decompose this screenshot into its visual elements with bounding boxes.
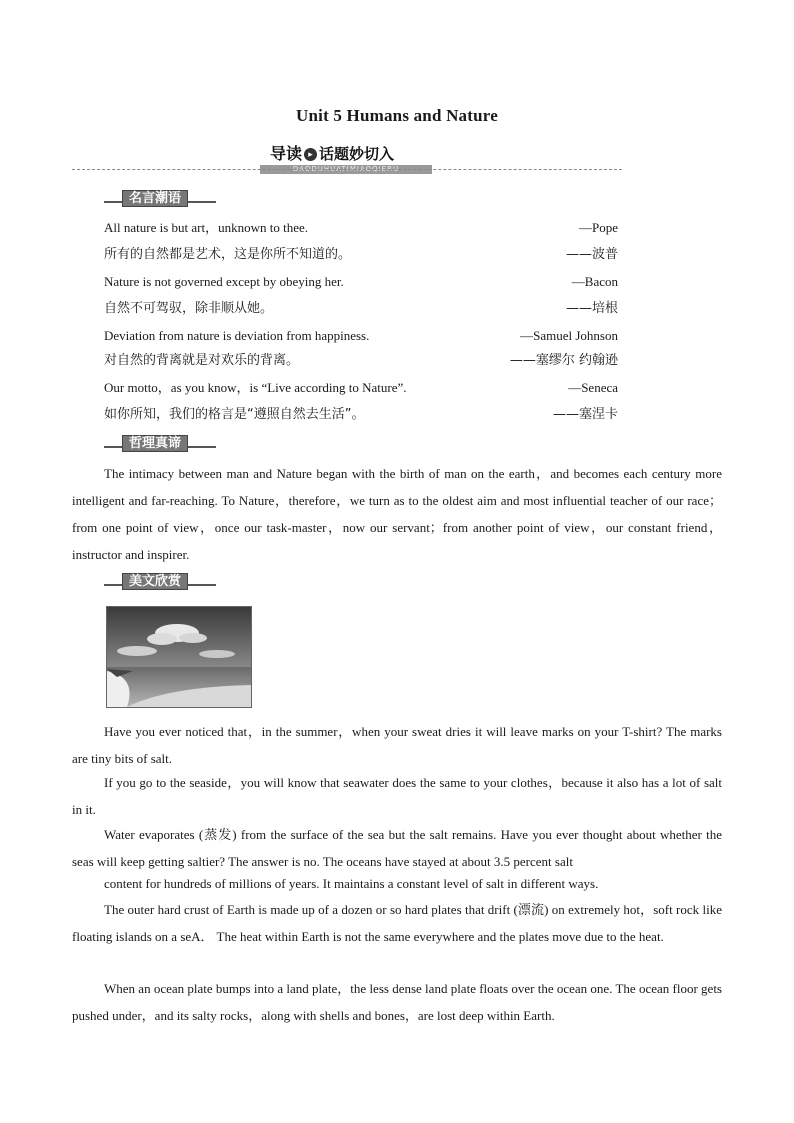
paragraph-text: When an ocean plate bumps into a land plate，the less dense land plate floats over the ocean one. The ocean floor gets pushed under，and its salty rocks，along with shells and bones，are lost deep within Earth. <box>72 981 722 1023</box>
quote-source: —Seneca <box>568 380 618 395</box>
essay-paragraph <box>72 896 722 950</box>
essay-paragraph <box>72 975 722 1029</box>
essay-line: content for hundreds of millions of years. It maintains a constant level of salt in different ways. <box>104 876 599 891</box>
quote-source: ——培根 <box>565 301 618 316</box>
guide-main: 导读 <box>270 144 303 163</box>
quote-text: Nature is not governed except by obeying her. <box>104 274 344 289</box>
quote-zh <box>104 351 618 371</box>
quote-text: All nature is but art，unknown to thee. <box>104 220 308 235</box>
quote-text: 如你所知，我们的格言是“遵照自然去生活”。 <box>104 407 365 422</box>
quote-zh <box>104 245 618 265</box>
paragraph-text: The outer hard crust of Earth is made up of a dozen or so hard plates that drift (漂流) on extremely hot，soft rock like floating islands on a seA． The heat within Earth is not the same everywhere and the plates move due to the heat. <box>72 902 722 944</box>
quote-zh <box>104 405 618 425</box>
beach-photo <box>106 606 252 708</box>
quote-source: —Samuel Johnson <box>520 328 618 343</box>
quote-text: 所有的自然都是艺术，这是你所不知道的。 <box>104 247 352 262</box>
quote-source: ——塞涅卡 <box>552 407 618 422</box>
quote-en <box>104 272 618 292</box>
quote-en <box>104 218 618 238</box>
quote-zh <box>104 299 618 319</box>
essay-paragraph <box>72 718 722 772</box>
unit-title: Unit 5 Humans and Nature <box>296 106 498 125</box>
guide-sub: 话题妙切入 <box>319 145 395 163</box>
section-quotes <box>104 190 216 207</box>
quote-source: —Bacon <box>571 274 618 289</box>
quote-en <box>104 378 618 398</box>
quote-en <box>104 326 618 346</box>
quote-text: 自然不可驾驭，除非顺从她。 <box>104 301 274 316</box>
section-philosophy <box>104 435 216 452</box>
paragraph-text: Have you ever noticed that，in the summer，when your sweat dries it will leave marks on your T-shirt? The marks are tiny bits of salt. <box>72 724 722 766</box>
section-essay <box>104 573 216 590</box>
divider <box>72 169 622 170</box>
quote-source: ——塞缪尔 约翰逊 <box>509 353 618 368</box>
paragraph-text: If you go to the seaside，you will know that seawater does the same to your clothes，because it also has a lot of salt in it. <box>72 775 722 817</box>
quote-source: —Pope <box>579 220 618 235</box>
quote-text: Deviation from nature is deviation from happiness. <box>104 328 370 343</box>
quote-text: 对自然的背离就是对欢乐的背离。 <box>104 353 300 368</box>
essay-paragraph <box>72 821 722 875</box>
arrow-icon: ▸ <box>304 148 317 161</box>
quote-source: ——波普 <box>565 247 618 262</box>
section-label: 美文欣赏 <box>122 573 188 590</box>
paragraph-text: The intimacy between man and Nature began with the birth of man on the earth，and becomes each century more intelligent and far-reaching. To Nature，therefore，we turn as to the oldest aim and most influential teacher of our race；from one point of view，once our task-master，now our servant；from another point of view，our constant friend，instructor and inspirer. <box>72 466 722 562</box>
essay-paragraph <box>72 769 722 823</box>
section-label: 哲理真谛 <box>122 435 188 452</box>
quote-text: Our motto，as you know，is “Live according to Nature”. <box>104 380 407 395</box>
section-label: 名言潮语 <box>122 190 188 207</box>
philosophy-paragraph <box>72 460 722 568</box>
guide-pinyin: DAODUHUATIMIAOQIERU <box>260 165 432 174</box>
paragraph-text: Water evaporates (蒸发) from the surface of the sea but the salt remains. Have you ever thought about whether the seas will keep getting saltier? The answer is no. The oceans have stayed at about 3.5 percent salt <box>72 827 722 869</box>
